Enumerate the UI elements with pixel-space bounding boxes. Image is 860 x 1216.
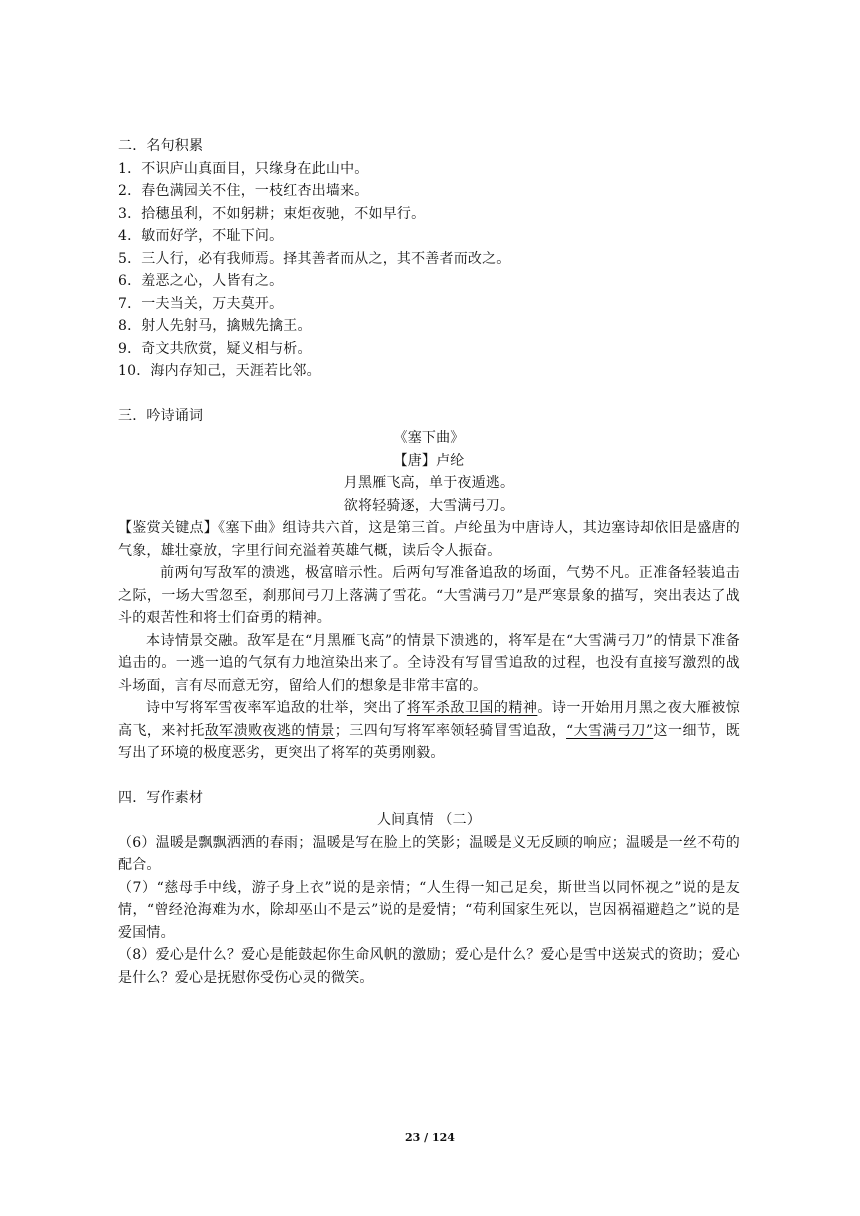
quote-item: 4．敏而好学，不耻下问。 [118,228,284,244]
material-paragraph: （6）温暖是飘飘洒洒的春雨；温暖是写在脸上的笑影；温暖是义无反顾的响应；温暖是一丝不苟的配合。 [118,834,740,873]
poem-line: 月黑雁飞高，单于夜遁逃。 [343,475,515,491]
quote-item: 7．一夫当关，万夫莫开。 [118,295,284,312]
section-gap [118,765,740,787]
poem-title: 《塞下曲》 [393,430,465,446]
quote-item: 10．海内存知己，天涯若比邻。 [118,363,321,379]
underlined-phrase: “大雪满弓刀” [566,722,654,739]
quote-item: 8．射人先射马，擒贼先擒王。 [118,318,312,334]
quote-item: 2．春色满园关不住，一枝红杏出墙来。 [118,183,369,199]
underlined-phrase: 敌军溃败夜逃的情景 [204,722,335,739]
quote-item: 3．拾穗虽利，不如躬耕；束炬夜驰，不如早行。 [118,205,426,222]
appreciation-paragraph: 【鉴赏关键点】《塞下曲》组诗共六首，这是第三首。卢纶虽为中唐诗人，其边塞诗却依旧是盛唐的气象，雄壮豪放，字里行间充溢着英雄气概，读后令人振奋。 [118,520,740,559]
appreciation-paragraph [118,697,740,765]
appreciation-paragraph: 前两句写敌军的溃逃，极富暗示性。后两句写准备追敌的场面，气势不凡。正准备轻装追击之际，一场大雪忽至，刹那间弓刀上落满了雪花。“大雪满弓刀”是严寒景象的描写，突出表达了战斗的艰苦性和将士们奋勇的精神。 [118,565,740,626]
quote-list [118,158,740,383]
appreciation-paragraph: 本诗情景交融。敌军是在“月黑雁飞高”的情景下溃逃的，将军是在“大雪满弓刀”的情景下准备追击的。一逃一追的气氛有力地渲染出来了。全诗没有写冒雪追敌的过程，也没有直接写激烈的战斗场面，言有尽而意无穷，留给人们的想象是非常丰富的。 [118,632,740,694]
paragraph-text: ；三四句写将军率领轻骑冒雪追敌， [334,722,567,739]
page-number: 23 / 124 [405,1131,455,1144]
underlined-phrase: 将军杀敌卫国的精神 [406,700,538,716]
poem-line: 欲将轻骑逐，大雪满弓刀。 [343,497,515,514]
quote-item: 1．不识庐山真面目，只缘身在此山中。 [118,160,369,177]
paragraph-text: 。诗一开始用月黑之夜大雁被惊高飞，来衬托 [118,700,740,739]
section-heading-famous-quotes: 二．名句积累 [118,138,204,154]
material-subtitle: 人间真情 （二） [376,812,482,828]
quote-item: 9．奇文共欣赏，疑义相与析。 [118,340,312,357]
section-heading-poetry: 三．吟诗诵词 [118,407,204,424]
page-content [118,135,740,989]
material-paragraph: （8）爱心是什么？爱心是能鼓起你生命风帆的激励；爱心是什么？爱心是雪中送炭式的资助；爱心是什么？爱心是抚慰你受伤心灵的微笑。 [118,947,740,986]
material-paragraph: （7）“慈母手中线，游子身上衣”说的是亲情；“人生得一知己足矣，斯世当以同怀视之”说的是友情，“曾经沧海难为水，除却巫山不是云”说的是爱情；“苟利国家生死以，岂因祸福避趋之”说的是爱国情。 [118,879,740,941]
poem-author: 【唐】卢纶 [393,452,465,469]
quote-item: 5．三人行，必有我师焉。择其善者而从之，其不善者而改之。 [118,250,511,267]
section-gap [118,383,740,405]
quote-item: 6．羞恶之心，人皆有之。 [118,273,284,289]
paragraph-text: 这一细节，既写出了环境的极度恶劣，更突出了将军的英勇刚毅。 [118,722,740,761]
paragraph-text: 诗中写将军雪夜率军追敌的壮举，突出了 [146,700,407,716]
section-heading-writing-material: 四．写作素材 [118,789,204,806]
